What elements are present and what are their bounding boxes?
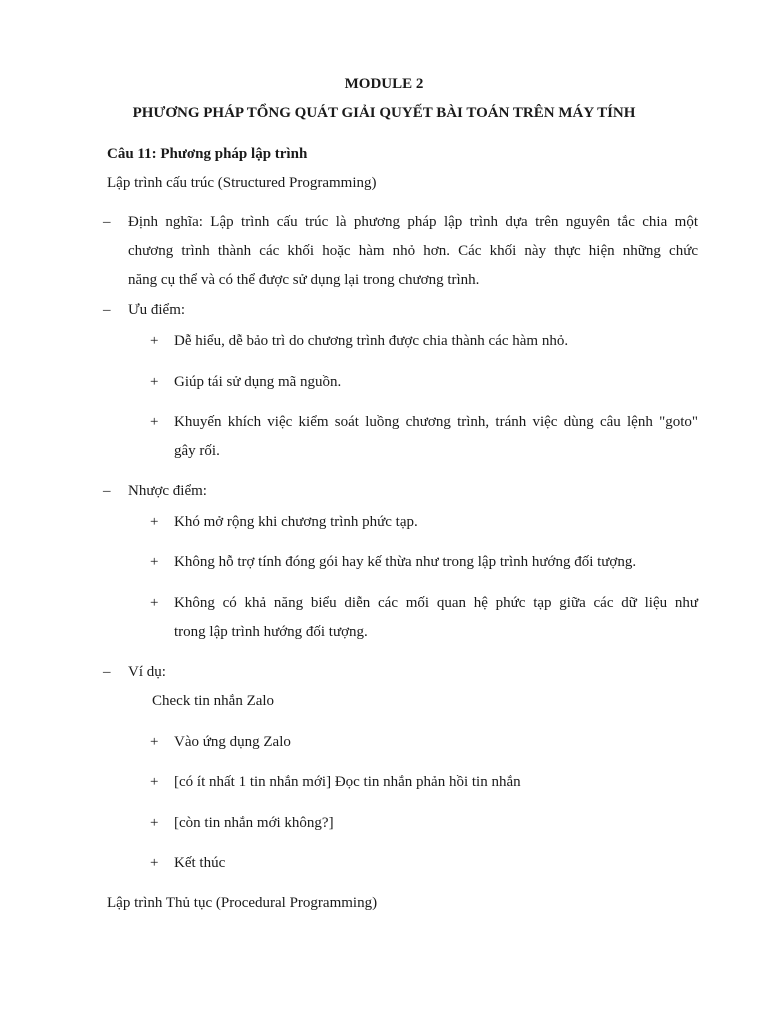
definition-line-2: chương trình thành các khối hoặc hàm nhỏ hơn. Các khối này thực hiện những chức bbox=[128, 243, 698, 259]
example-item-3: [còn tin nhắn mới không?] bbox=[174, 815, 334, 831]
dash-bullet: – bbox=[103, 214, 111, 230]
dash-bullet: – bbox=[103, 302, 111, 318]
advantage-item-1: Dễ hiểu, dễ bảo trì do chương trình được chia thành các hàm nhỏ. bbox=[174, 333, 569, 349]
dash-bullet: – bbox=[103, 483, 111, 499]
plus-bullet: + bbox=[150, 855, 159, 871]
definition-line-1: Định nghĩa: Lập trình cấu trúc là phương pháp lập trình dựa trên nguyên tắc chia một bbox=[128, 214, 698, 230]
page-title: PHƯƠNG PHÁP TỔNG QUÁT GIẢI QUYẾT BÀI TOÁN TRÊN MÁY TÍNH bbox=[132, 105, 636, 121]
section-heading-structured: Lập trình cấu trúc (Structured Programming) bbox=[107, 175, 377, 191]
definition-line-3: năng cụ thể và có thể được sử dụng lại trong chương trình. bbox=[128, 272, 480, 288]
plus-bullet: + bbox=[150, 815, 159, 831]
question-heading: Câu 11: Phương pháp lập trình bbox=[107, 146, 308, 162]
disadvantage-item-2: Không hỗ trợ tính đóng gói hay kế thừa như trong lập trình hướng đối tượng. bbox=[174, 554, 637, 570]
plus-bullet: + bbox=[150, 414, 159, 430]
disadvantage-item-3: Không có khả năng biểu diễn các mối quan hệ phức tạp giữa các dữ liệu như bbox=[174, 595, 698, 611]
disadvantages-label: Nhược điểm: bbox=[128, 483, 207, 499]
advantages-label: Ưu điểm: bbox=[128, 302, 186, 318]
advantage-item-3-cont: gây rối. bbox=[174, 443, 220, 459]
plus-bullet: + bbox=[150, 595, 159, 611]
module-heading: MODULE 2 bbox=[344, 76, 424, 92]
example-label: Ví dụ: bbox=[128, 664, 166, 680]
example-item-4: Kết thúc bbox=[174, 855, 226, 871]
advantage-item-3: Khuyến khích việc kiểm soát luồng chương trình, tránh việc dùng câu lệnh "goto" bbox=[174, 414, 698, 430]
dash-bullet: – bbox=[103, 664, 111, 680]
plus-bullet: + bbox=[150, 514, 159, 530]
advantage-item-2: Giúp tái sử dụng mã nguồn. bbox=[174, 374, 342, 390]
plus-bullet: + bbox=[150, 734, 159, 750]
plus-bullet: + bbox=[150, 554, 159, 570]
example-heading: Check tin nhắn Zalo bbox=[152, 693, 275, 709]
plus-bullet: + bbox=[150, 374, 159, 390]
disadvantage-item-1: Khó mở rộng khi chương trình phức tạp. bbox=[174, 514, 418, 530]
section-heading-procedural: Lập trình Thủ tục (Procedural Programming) bbox=[107, 895, 378, 911]
plus-bullet: + bbox=[150, 774, 159, 790]
example-item-2: [có ít nhất 1 tin nhắn mới] Đọc tin nhắn phản hồi tin nhắn bbox=[174, 774, 521, 790]
disadvantage-item-3-cont: trong lập trình hướng đối tượng. bbox=[174, 624, 368, 640]
example-item-1: Vào ứng dụng Zalo bbox=[174, 734, 291, 750]
plus-bullet: + bbox=[150, 333, 159, 349]
